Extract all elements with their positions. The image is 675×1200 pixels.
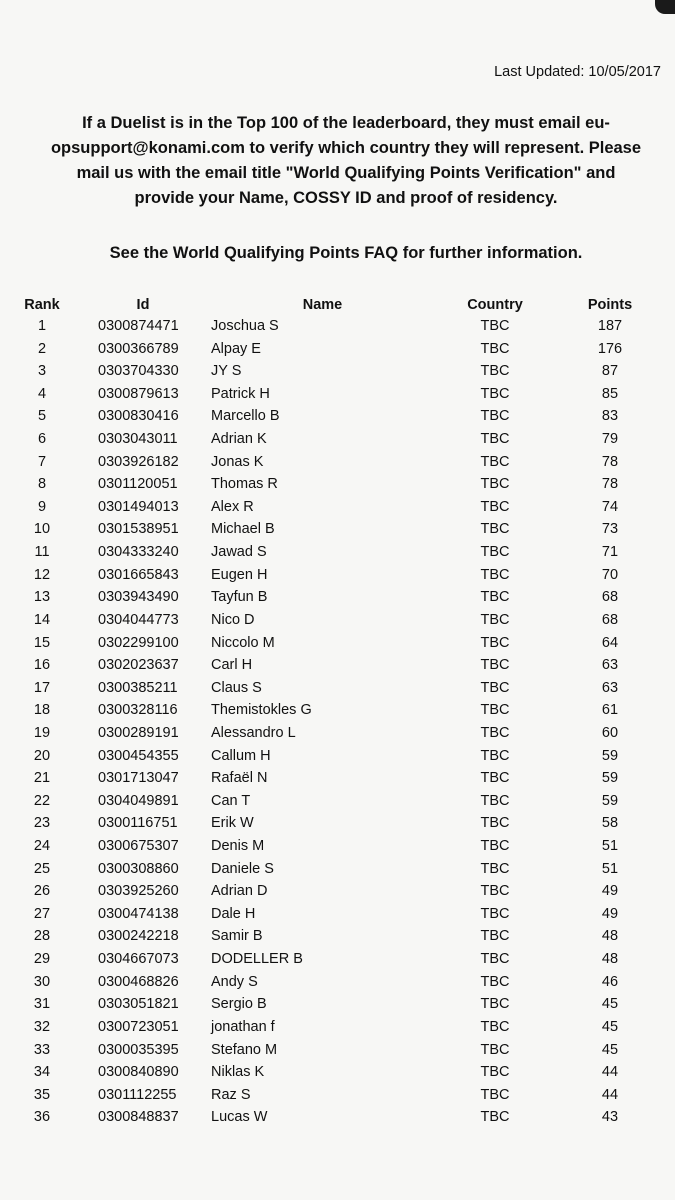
name-cell: Adrian K [211, 431, 267, 448]
column-header-name: Name [302, 297, 343, 313]
points-cell: 64 [601, 634, 619, 651]
id-cell: 0303051821 [98, 996, 179, 1013]
name-cell: Tayfun B [211, 589, 268, 606]
column-header-rank: Rank [24, 297, 60, 313]
corner-mark [655, 0, 675, 14]
table-row [0, 496, 675, 519]
rank-cell: 2 [37, 340, 47, 357]
notice-line: If a Duelist is in the Top 100 of the leaderboard, they must email eu- [82, 114, 610, 132]
rank-cell: 20 [33, 747, 51, 764]
table-row [0, 451, 675, 474]
points-cell: 78 [601, 476, 619, 493]
points-cell: 59 [601, 747, 619, 764]
name-cell: Rafaël N [211, 770, 268, 787]
points-cell: 49 [601, 905, 619, 922]
name-cell: Niccolo M [211, 634, 275, 651]
rank-cell: 9 [37, 498, 47, 515]
id-cell: 0300454355 [98, 747, 179, 764]
table-row [0, 1084, 675, 1107]
country-cell: TBC [480, 566, 510, 583]
name-cell: Dale H [211, 905, 256, 922]
rank-cell: 17 [33, 679, 51, 696]
rank-cell: 33 [33, 1041, 51, 1058]
column-header-points: Points [587, 297, 633, 313]
id-cell: 0300366789 [98, 340, 179, 357]
name-cell: Denis M [211, 838, 265, 855]
rank-cell: 28 [33, 928, 51, 945]
rank-cell: 22 [33, 792, 51, 809]
rank-cell: 12 [33, 566, 51, 583]
rank-cell: 27 [33, 905, 51, 922]
country-cell: TBC [480, 905, 510, 922]
points-cell: 43 [601, 1109, 619, 1126]
country-cell: TBC [480, 476, 510, 493]
table-row [0, 835, 675, 858]
table-row [0, 699, 675, 722]
id-cell: 0300385211 [98, 679, 178, 696]
country-cell: TBC [480, 702, 510, 719]
id-cell: 0304667073 [98, 951, 179, 968]
country-cell: TBC [480, 770, 510, 787]
name-cell: Thomas R [211, 476, 278, 493]
table-row [0, 428, 675, 451]
id-cell: 0300840890 [98, 1064, 179, 1081]
name-cell: Adrian D [211, 883, 268, 900]
id-cell: 0300289191 [98, 724, 179, 741]
table-row [0, 858, 675, 881]
table-row [0, 360, 675, 383]
country-cell: TBC [480, 611, 510, 628]
points-cell: 44 [601, 1064, 619, 1081]
table-row [0, 473, 675, 496]
id-cell: 0300830416 [98, 408, 179, 425]
id-cell: 0300242218 [98, 928, 179, 945]
name-cell: Samir B [211, 928, 263, 945]
country-cell: TBC [480, 838, 510, 855]
rank-cell: 23 [33, 815, 51, 832]
points-cell: 79 [601, 431, 619, 448]
country-cell: TBC [480, 453, 510, 470]
points-cell: 87 [601, 363, 619, 380]
points-cell: 176 [597, 340, 623, 357]
name-cell: Raz S [211, 1086, 251, 1103]
id-cell: 0300308860 [98, 860, 179, 877]
table-row [0, 745, 675, 768]
country-cell: TBC [480, 634, 510, 651]
country-cell: TBC [480, 1041, 510, 1058]
rank-cell: 14 [33, 611, 51, 628]
verification-notice [20, 111, 672, 211]
points-cell: 51 [601, 860, 619, 877]
name-cell: Eugen H [211, 566, 268, 583]
country-cell: TBC [480, 1064, 510, 1081]
name-cell: JY S [211, 363, 242, 380]
table-row [0, 405, 675, 428]
country-cell: TBC [480, 1018, 510, 1035]
id-cell: 0302023637 [98, 657, 179, 674]
table-row [0, 518, 675, 541]
table-row [0, 948, 675, 971]
id-cell: 0303925260 [98, 883, 179, 900]
country-cell: TBC [480, 544, 510, 561]
points-cell: 73 [601, 521, 619, 538]
points-cell: 45 [601, 1041, 619, 1058]
points-cell: 46 [601, 973, 619, 990]
name-cell: Carl H [211, 657, 253, 674]
table-row [0, 1106, 675, 1129]
id-cell: 0300474138 [98, 905, 179, 922]
table-row [0, 993, 675, 1016]
name-cell: Andy S [211, 973, 258, 990]
rank-cell: 16 [33, 657, 51, 674]
name-cell: Michael B [211, 521, 275, 538]
points-cell: 48 [601, 951, 619, 968]
rank-cell: 10 [33, 521, 51, 538]
last-updated-text: Last Updated: 10/05/2017 [494, 64, 661, 80]
table-row [0, 1016, 675, 1039]
country-cell: TBC [480, 973, 510, 990]
name-cell: Themistokles G [211, 702, 312, 719]
id-cell: 0300328116 [98, 702, 178, 719]
name-cell: Sergio B [211, 996, 267, 1013]
table-row [0, 338, 675, 361]
rank-cell: 34 [33, 1064, 51, 1081]
country-cell: TBC [480, 815, 510, 832]
country-cell: TBC [480, 724, 510, 741]
id-cell: 0300879613 [98, 385, 179, 402]
leaderboard-table [0, 295, 675, 1129]
points-cell: 83 [601, 408, 619, 425]
country-cell: TBC [480, 385, 510, 402]
table-row [0, 880, 675, 903]
id-cell: 0301538951 [98, 521, 179, 538]
country-cell: TBC [480, 1086, 510, 1103]
rank-cell: 36 [33, 1109, 51, 1126]
country-cell: TBC [480, 408, 510, 425]
country-cell: TBC [480, 657, 510, 674]
points-cell: 60 [601, 724, 619, 741]
table-row [0, 1061, 675, 1084]
rank-cell: 4 [37, 385, 47, 402]
table-row [0, 903, 675, 926]
table-row [0, 654, 675, 677]
name-cell: Alex R [211, 498, 254, 515]
country-cell: TBC [480, 996, 510, 1013]
table-row [0, 564, 675, 587]
rank-cell: 29 [33, 951, 51, 968]
rank-cell: 30 [33, 973, 51, 990]
id-cell: 0300723051 [98, 1018, 179, 1035]
rank-cell: 1 [37, 318, 47, 334]
name-cell: jonathan f [211, 1018, 275, 1035]
table-row [0, 971, 675, 994]
points-cell: 59 [601, 770, 619, 787]
name-cell: Joschua S [211, 318, 279, 334]
country-cell: TBC [480, 589, 510, 606]
points-cell: 51 [601, 838, 619, 855]
rank-cell: 32 [33, 1018, 51, 1035]
country-cell: TBC [480, 1109, 510, 1126]
points-cell: 85 [601, 385, 619, 402]
table-row [0, 586, 675, 609]
points-cell: 70 [601, 566, 619, 583]
points-cell: 68 [601, 589, 619, 606]
rank-cell: 8 [37, 476, 47, 493]
table-row [0, 632, 675, 655]
rank-cell: 6 [37, 431, 47, 448]
rank-cell: 26 [33, 883, 51, 900]
id-cell: 0301494013 [98, 498, 179, 515]
name-cell: Jawad S [211, 544, 267, 561]
country-cell: TBC [480, 318, 510, 334]
table-row [0, 925, 675, 948]
id-cell: 0303943490 [98, 589, 179, 606]
id-cell: 0301112255 [98, 1086, 177, 1103]
table-row [0, 1039, 675, 1062]
points-cell: 59 [601, 792, 619, 809]
country-cell: TBC [480, 792, 510, 809]
table-body [0, 315, 675, 1129]
table-row [0, 812, 675, 835]
rank-cell: 19 [33, 724, 51, 741]
id-cell: 0300468826 [98, 973, 179, 990]
name-cell: Erik W [211, 815, 254, 832]
id-cell: 0304333240 [98, 544, 179, 561]
rank-cell: 21 [33, 770, 51, 787]
name-cell: Patrick H [211, 385, 270, 402]
id-cell: 0300116751 [98, 815, 178, 832]
faq-reference: See the World Qualifying Points FAQ for further information. [109, 244, 583, 262]
rank-cell: 31 [33, 996, 51, 1013]
rank-cell: 35 [33, 1086, 51, 1103]
id-cell: 0300874471 [98, 318, 179, 334]
id-cell: 0301713047 [98, 770, 179, 787]
name-cell: Nico D [211, 611, 255, 628]
rank-cell: 15 [33, 634, 51, 651]
id-cell: 0301120051 [98, 476, 178, 493]
rank-cell: 18 [33, 702, 51, 719]
points-cell: 63 [601, 657, 619, 674]
table-row [0, 790, 675, 813]
points-cell: 48 [601, 928, 619, 945]
id-cell: 0301665843 [98, 566, 179, 583]
table-row [0, 677, 675, 700]
name-cell: Marcello B [211, 408, 280, 425]
table-row [0, 609, 675, 632]
rank-cell: 11 [34, 544, 50, 561]
points-cell: 71 [601, 544, 619, 561]
table-row [0, 767, 675, 790]
points-cell: 68 [601, 611, 619, 628]
points-cell: 58 [601, 815, 619, 832]
rank-cell: 3 [37, 363, 47, 380]
id-cell: 0304049891 [98, 792, 179, 809]
table-row [0, 541, 675, 564]
rank-cell: 25 [33, 860, 51, 877]
name-cell: Can T [211, 792, 251, 809]
id-cell: 0300848837 [98, 1109, 179, 1126]
points-cell: 49 [601, 883, 619, 900]
points-cell: 187 [597, 318, 623, 334]
rank-cell: 5 [37, 408, 47, 425]
rank-cell: 24 [33, 838, 51, 855]
notice-line: opsupport@konami.com to verify which country they will represent. Please [50, 139, 642, 157]
country-cell: TBC [480, 860, 510, 877]
points-cell: 45 [601, 996, 619, 1013]
country-cell: TBC [480, 521, 510, 538]
table-row [0, 722, 675, 745]
country-cell: TBC [480, 747, 510, 764]
points-cell: 63 [601, 679, 619, 696]
name-cell: Claus S [211, 679, 262, 696]
country-cell: TBC [480, 363, 510, 380]
table-row [0, 315, 675, 338]
table-header [0, 295, 675, 315]
name-cell: Alpay E [211, 340, 261, 357]
country-cell: TBC [480, 498, 510, 515]
id-cell: 0302299100 [98, 634, 179, 651]
name-cell: Alessandro L [211, 724, 296, 741]
name-cell: Daniele S [211, 860, 274, 877]
name-cell: Jonas K [211, 453, 264, 470]
points-cell: 74 [601, 498, 619, 515]
table-row [0, 383, 675, 406]
id-cell: 0300035395 [98, 1041, 179, 1058]
id-cell: 0303043011 [98, 431, 178, 448]
country-cell: TBC [480, 883, 510, 900]
rank-cell: 7 [37, 453, 47, 470]
column-header-country: Country [467, 297, 523, 313]
country-cell: TBC [480, 340, 510, 357]
id-cell: 0304044773 [98, 611, 179, 628]
points-cell: 78 [601, 453, 619, 470]
id-cell: 0303926182 [98, 453, 179, 470]
country-cell: TBC [480, 431, 510, 448]
name-cell: Callum H [211, 747, 271, 764]
points-cell: 45 [601, 1018, 619, 1035]
id-cell: 0300675307 [98, 838, 179, 855]
id-cell: 0303704330 [98, 363, 179, 380]
points-cell: 61 [601, 702, 619, 719]
points-cell: 44 [601, 1086, 619, 1103]
column-header-id: Id [136, 297, 150, 313]
notice-line: provide your Name, COSSY ID and proof of residency. [134, 189, 558, 207]
notice-line: mail us with the email title "World Qualifying Points Verification" and [76, 164, 616, 182]
country-cell: TBC [480, 928, 510, 945]
name-cell: DODELLER B [211, 951, 303, 968]
name-cell: Lucas W [211, 1109, 268, 1126]
country-cell: TBC [480, 951, 510, 968]
name-cell: Stefano M [211, 1041, 278, 1058]
rank-cell: 13 [33, 589, 51, 606]
country-cell: TBC [480, 679, 510, 696]
name-cell: Niklas K [211, 1064, 265, 1081]
